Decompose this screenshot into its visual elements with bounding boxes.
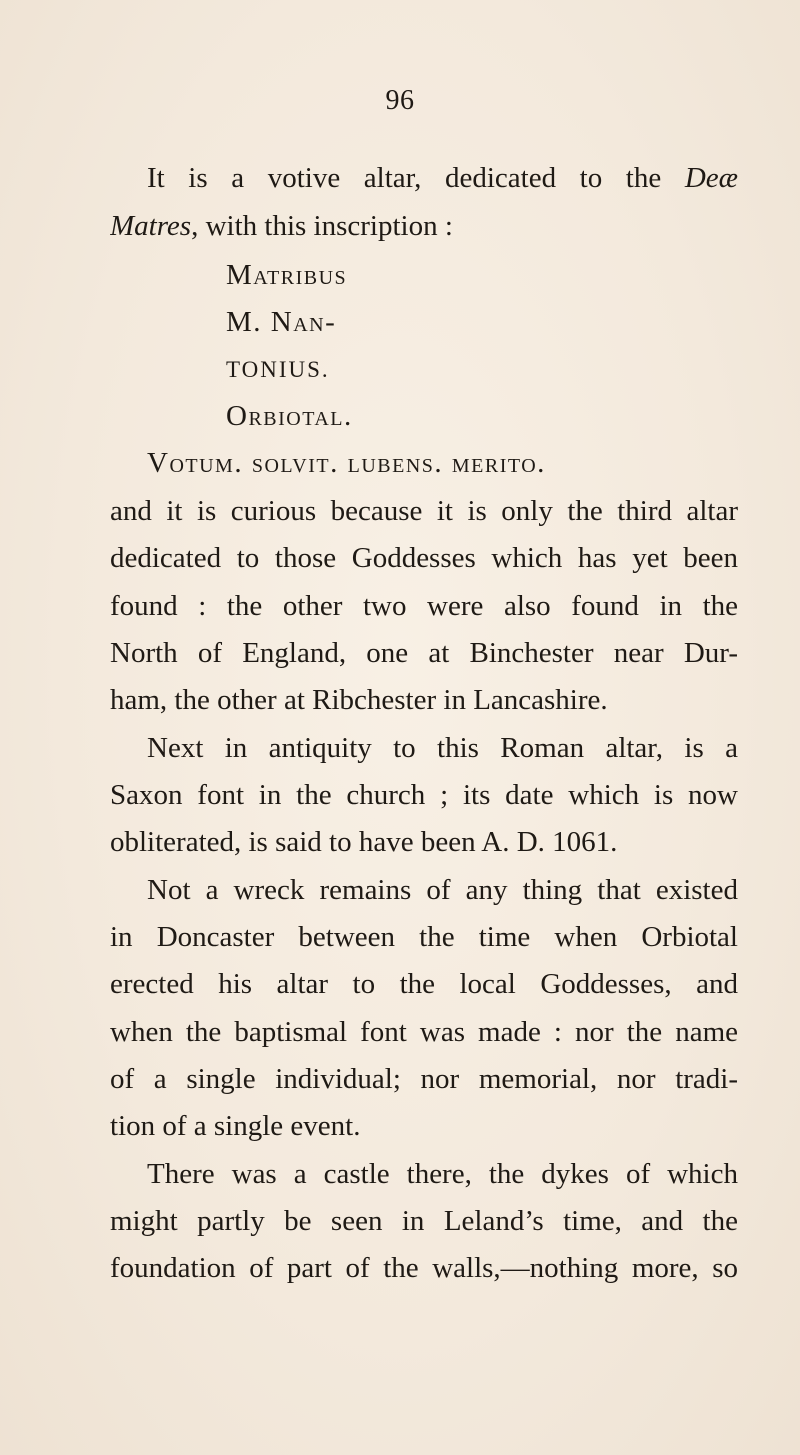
- text-line: in Doncaster between the time when Orbiotal: [110, 921, 738, 953]
- text-line: when the baptismal font was made : nor the name: [110, 1016, 738, 1048]
- text-line: obliterated, is said to have been A. D. 1061.: [110, 826, 618, 858]
- inscription-line: TONIUS.: [226, 357, 330, 382]
- text-line: Saxon font in the church ; its date which is now: [110, 779, 738, 811]
- text-line: might partly be seen in Leland’s time, and the: [110, 1205, 738, 1237]
- text-line: dedicated to those Goddesses which has yet been: [110, 542, 738, 574]
- inscription-line: M. Nan-: [226, 306, 337, 338]
- text-line: of a single individual; nor memorial, nor tradi-: [110, 1063, 738, 1095]
- text-line: and it is curious because it is only the third altar: [110, 495, 738, 527]
- text-line: ham, the other at Ribchester in Lancashire.: [110, 684, 608, 716]
- text-line: foundation of part of the walls,—nothing more, so: [110, 1252, 738, 1284]
- text-line: It is a votive altar, dedicated to the Deæ: [147, 162, 738, 194]
- text-line: Not a wreck remains of any thing that existed: [147, 874, 738, 906]
- inscription-line: Votum. solvit. lubens. merito.: [147, 447, 546, 479]
- text-line: Matres, with this inscription :: [110, 210, 453, 242]
- text-line: North of England, one at Binchester near Dur-: [110, 637, 738, 669]
- text-line: erected his altar to the local Goddesses, and: [110, 968, 738, 1000]
- text-line: tion of a single event.: [110, 1110, 361, 1142]
- inscription-line: Orbiotal.: [226, 400, 353, 432]
- text-line: Next in antiquity to this Roman altar, is a: [147, 732, 738, 764]
- page-number: 96: [385, 85, 415, 116]
- inscription-line: Matribus: [226, 259, 348, 291]
- text-line: found : the other two were also found in the: [110, 590, 738, 622]
- text-line: There was a castle there, the dykes of which: [147, 1158, 738, 1190]
